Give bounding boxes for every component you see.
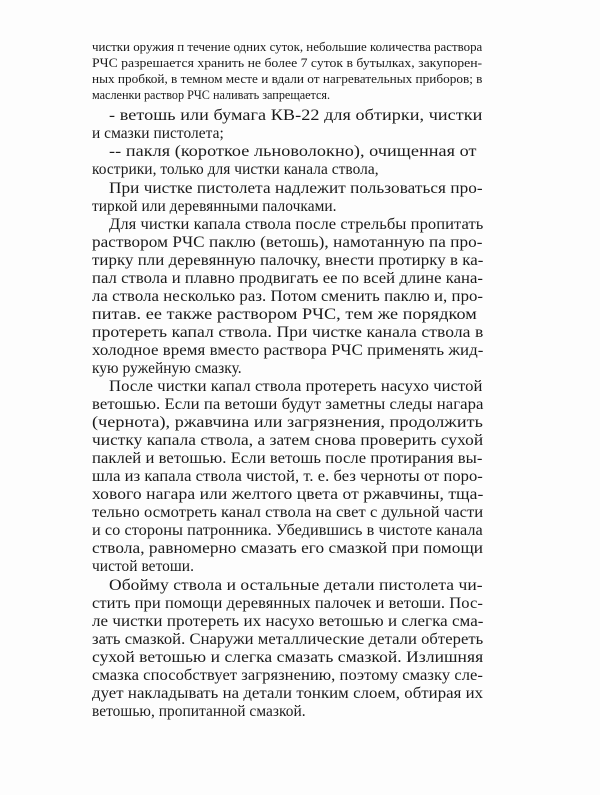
text-line: ствола, равномерно смазать его смазкой при помощи	[92, 540, 484, 557]
text-line: пал ствола и плавно продвигать ее по всей длине кана-	[92, 270, 484, 287]
text-line: кую ружейную смазку.	[92, 360, 242, 377]
text-line: шла из капала ствола чистой, т. е. без черноты от поро-	[92, 468, 483, 485]
text-line: сухой ветошью и слегка смазать смазкой. Излишняя	[92, 649, 484, 666]
text-line: ветошью. Если па ветоши будут заметны следы нагара	[92, 396, 484, 413]
text-line: хового нагара или желтого цвета от ржавчины, тща-	[92, 486, 484, 503]
text-line: чистки оружия п течение одних суток, небольшие количества раствора	[92, 40, 483, 54]
text-line: -- пакля (короткое льноволокно), очищенная от	[109, 143, 477, 160]
text-line: и смазки пистолета;	[92, 125, 224, 142]
text-line: протереть капал ствола. При чистке канала ствола в	[92, 324, 484, 341]
text-line: смазка способствует загрязнению, поэтому смазку сле-	[92, 667, 484, 684]
text-line: тирку пли деревянную палочку, внести протирку в ка-	[92, 252, 484, 269]
text-line: тиркой или деревянными палочками.	[92, 198, 337, 215]
text-line: - ветошь или бумага КВ-22 для обтирки, чистки	[109, 107, 483, 124]
text-line: РЧС разрешается хранить не более 7 суток в бутылках, закупорен-	[92, 56, 483, 70]
text-line: кострики, только для чистки канала ствола,	[92, 161, 379, 178]
text-line: дует накладывать на детали тонким слоем, обтирая их	[92, 685, 484, 702]
text-line: стить при помощи деревянных палочек и ветоши. Пос-	[92, 595, 483, 612]
text-line: При чистке пистолета надлежит пользоваться про-	[109, 180, 483, 197]
text-line: ных пробкой, в темном месте и вдали от нагревательных приборов; в	[92, 72, 483, 86]
text-line: Для чистки капала ствола после стрельбы пропитать	[109, 216, 484, 233]
text-line: Обойму ствола и остальные детали пистолета чи-	[109, 577, 483, 594]
text-line: зать смазкой. Снаружи металлические детали обтереть	[92, 631, 484, 648]
text-line: тельно осмотреть канал ствола на свет с дульной части	[92, 504, 484, 521]
text-line: паклей и ветошью. Если ветошь после протирания вы-	[92, 450, 483, 467]
text-line: и со стороны патронника. Убедившись в чистоте канала	[92, 522, 483, 539]
text-line: чистой ветоши.	[92, 558, 194, 575]
text-line: ле чистки протереть их насухо ветошью и слегка сма-	[92, 613, 484, 630]
text-line: чистку капала ствола, а затем снова проверить сухой	[92, 432, 484, 449]
text-line: питав. ее также раствором РЧС, тем же порядком	[92, 306, 477, 323]
text-line: раствором РЧС паклю (ветошь), намотанную па про-	[92, 234, 483, 251]
text-line: После чистки капал ствола протереть насухо чистой	[109, 378, 483, 395]
text-line: масленки раствор РЧС наливать запрещается.	[92, 88, 331, 102]
text-line: ветошью, пропитанной смазкой.	[92, 703, 306, 720]
text-line: (чернота), ржавчина или загрязнения, продолжить	[92, 414, 483, 431]
text-line: холодное время вместо раствора РЧС применять жид-	[92, 342, 484, 359]
text-line: ла ствола несколько раз. Потом сменить паклю и, про-	[92, 288, 484, 305]
